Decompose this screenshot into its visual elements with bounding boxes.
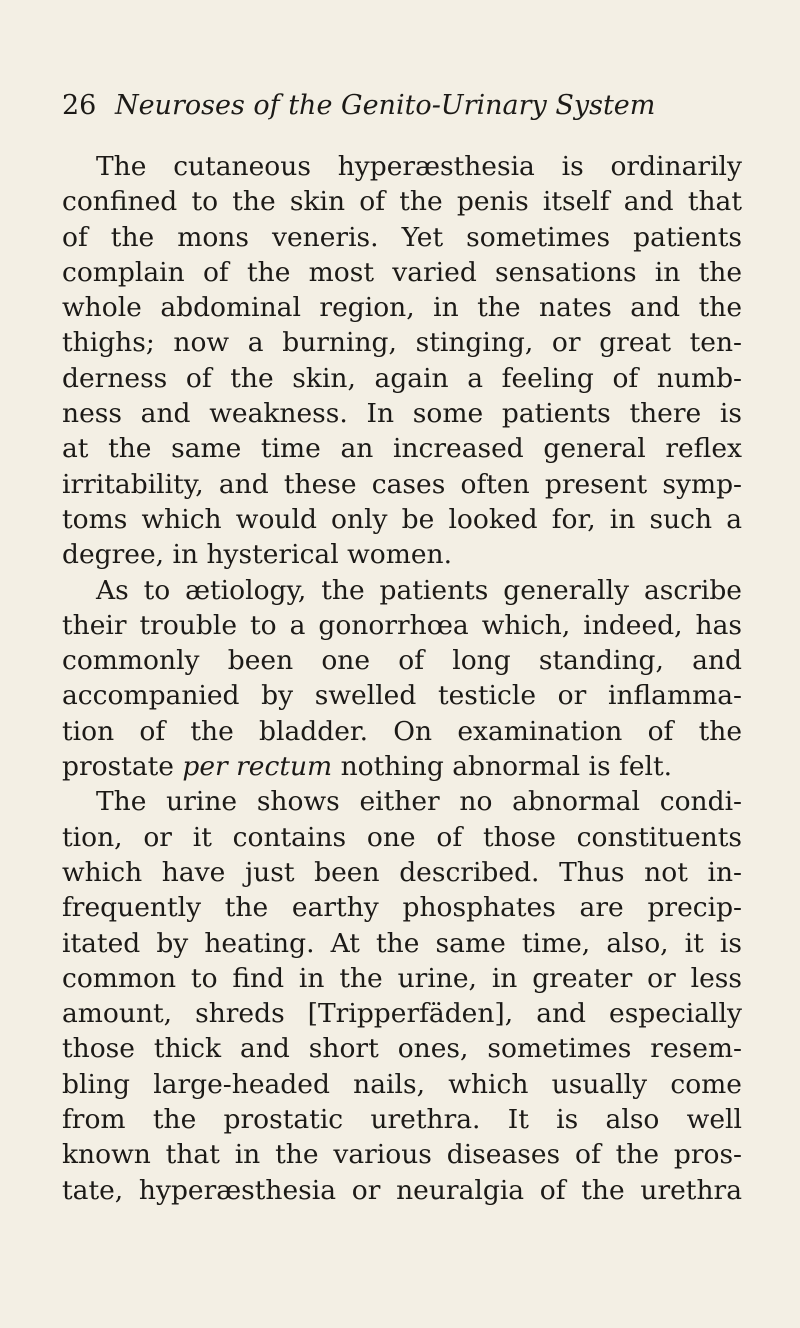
text-line: tion, or it contains one of those constituents (62, 821, 742, 853)
text-line: commonly been one of long standing, and (62, 645, 742, 677)
page-number: 26 (62, 90, 97, 121)
running-header (62, 86, 742, 126)
body-text (62, 149, 742, 1208)
paragraph-2 (62, 573, 742, 785)
text-line (62, 749, 742, 784)
text-line: of the mons veneris. Yet sometimes patients (62, 221, 742, 253)
text-line: from the prostatic urethra. It is also well (62, 1104, 742, 1136)
text-line: those thick and short ones, sometimes resem- (62, 1033, 742, 1065)
text-line: itated by heating. At the same time, also, it is (62, 927, 742, 959)
text-line: amount, shreds [Tripperfäden], and especially (62, 998, 742, 1030)
text-line: known that in the various diseases of the pros- (62, 1139, 742, 1171)
text-run: prostate (62, 751, 183, 783)
text-line: whole abdominal region, in the nates and the (62, 292, 742, 324)
text-line: frequently the earthy phosphates are precip- (62, 892, 742, 924)
paragraph-3 (62, 784, 742, 1208)
text-line: common to find in the urine, in greater or less (62, 962, 742, 994)
text-line: confined to the skin of the penis itself and that (62, 186, 742, 218)
text-line: which have just been described. Thus not in- (62, 856, 742, 888)
text-line: at the same time an increased general reflex (62, 433, 742, 465)
text-line: their trouble to a gonorrhœa which, indeed, has (62, 609, 742, 641)
text-line: tion of the bladder. On examination of the (62, 715, 742, 747)
text-line: bling large-headed nails, which usually come (62, 1068, 742, 1100)
text-line: The urine shows either no abnormal condi- (96, 786, 742, 818)
text-line: complain of the most varied sensations in the (62, 256, 742, 288)
text-line: irritability, and these cases often present symp- (62, 468, 742, 500)
running-title: Neuroses of the Genito-Urinary System (114, 90, 656, 121)
text-line: ness and weakness. In some patients there is (62, 398, 742, 430)
text-line: derness of the skin, again a feeling of numb- (62, 362, 742, 394)
text-line: accompanied by swelled testicle or inflamma- (62, 680, 742, 712)
text-line: As to ætiology, the patients generally ascribe (96, 574, 742, 606)
paragraph-1 (62, 149, 742, 573)
text-line: The cutaneous hyperæsthesia is ordinarily (96, 151, 742, 182)
italic-phrase: per rectum (182, 751, 333, 783)
text-line: tate, hyperæsthesia or neuralgia of the urethra (62, 1174, 742, 1206)
text-line: degree, in hysterical women. (62, 539, 453, 571)
text-run: nothing abnormal is felt. (332, 751, 673, 783)
text-line: thighs; now a burning, stinging, or great ten- (62, 327, 742, 359)
text-line: toms which would only be looked for, in such a (62, 503, 742, 535)
